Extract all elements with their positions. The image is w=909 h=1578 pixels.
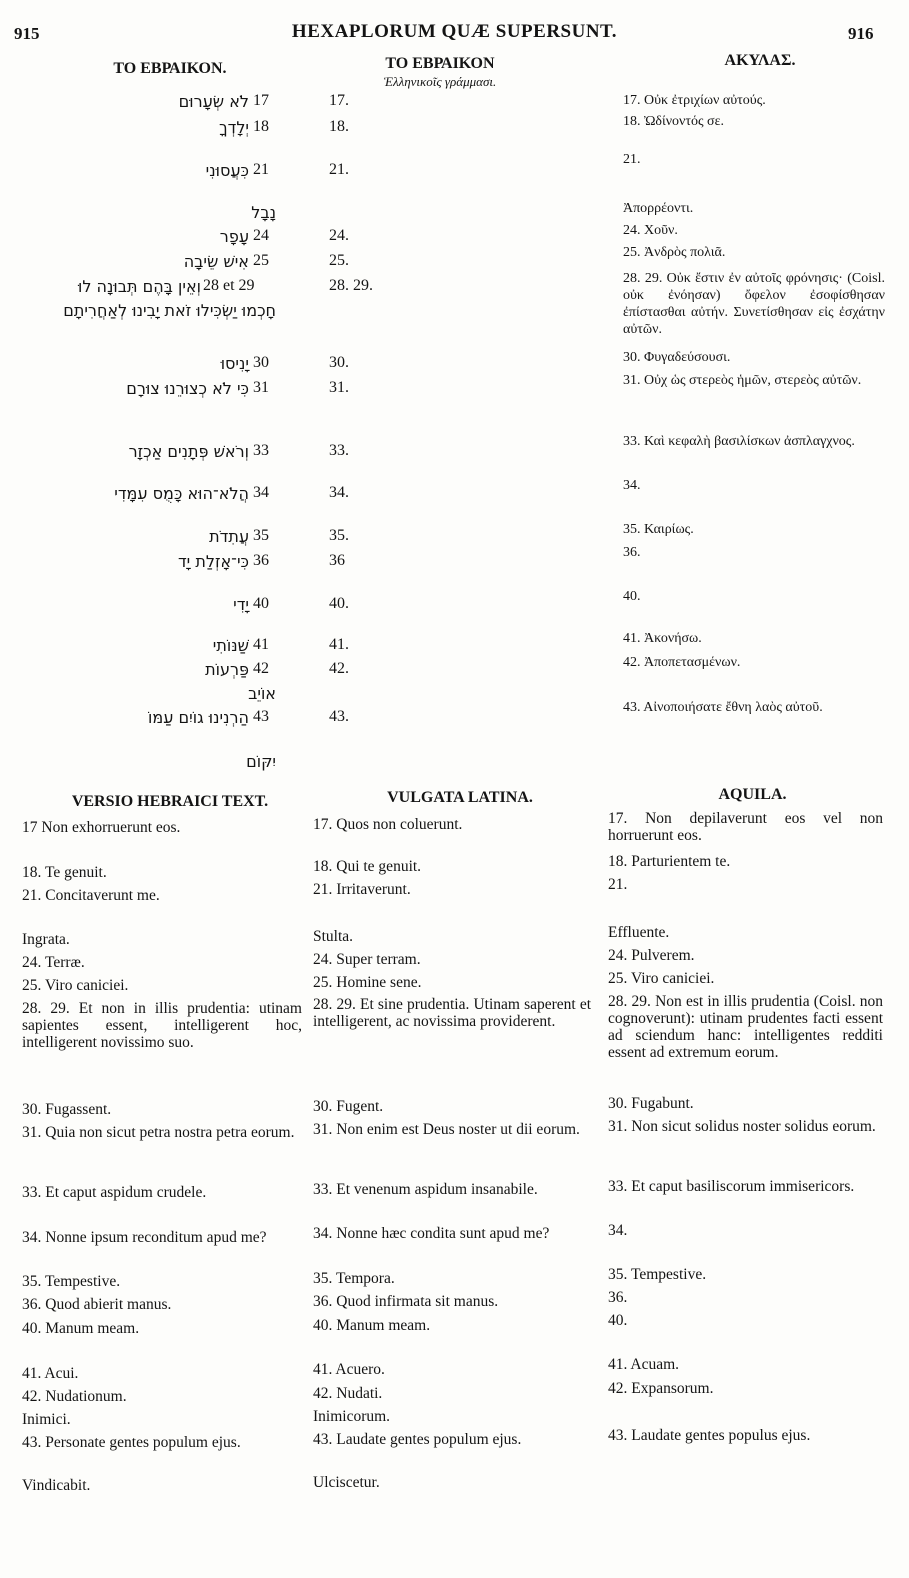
aquila-greek-entry: 35. Καιρίως. <box>623 522 694 537</box>
vulgata-entry: Ulciscetur. <box>313 1474 380 1491</box>
vulgata-entry: 42. Nudati. <box>313 1385 383 1402</box>
transliteration-line: 40. <box>329 595 349 612</box>
hebrew-line: כִּי לֹא כְצוּרֵנוּ צוּרָם <box>126 379 249 398</box>
hebrew-line: הַרְנִינוּ גוֹיִם עַמּוֹ <box>148 708 249 727</box>
aquila-greek-entry: 18. Ὠδίνοντός σε. <box>623 114 724 129</box>
versio-entry: 40. Manum meam. <box>22 1320 140 1337</box>
transliteration-line: 18. <box>329 118 349 135</box>
versio-entry: 18. Te genuit. <box>22 864 107 881</box>
versio-entry: 41. Acui. <box>22 1365 79 1382</box>
versio-entry: 33. Et caput aspidum crudele. <box>22 1184 207 1201</box>
aquila-greek-entry: 25. Ἀνδρὸς πολιᾶ. <box>623 245 726 260</box>
hebrew-line: יָנִיסוּ <box>220 354 249 373</box>
hebrew-line: יָדִי <box>233 595 249 614</box>
versio-entry: 21. Concitaverunt me. <box>22 887 160 904</box>
aquila-latin-entry: Effluente. <box>608 924 670 941</box>
heading-transliteration-sub: Ἑλληνικοῖς γράμμασι. <box>383 74 497 89</box>
hebrew-verse-number: 21 <box>253 161 269 178</box>
vulgata-entry: 34. Nonne hæc condita sunt apud me? <box>313 1225 550 1242</box>
hebrew-verse-number: 34 <box>253 484 269 501</box>
versio-entry: 34. Nonne ipsum reconditum apud me? <box>22 1229 267 1246</box>
running-title: HEXAPLORUM QUÆ SUPERSUNT. <box>291 21 618 42</box>
aquila-latin-entry: 42. Expansorum. <box>608 1380 714 1397</box>
aquila-latin-entry: 41. Acuam. <box>608 1356 680 1373</box>
vulgata-entry: 31. Non enim est Deus noster ut dii eorum. <box>313 1121 580 1138</box>
versio-entry: 25. Viro caniciei. <box>22 977 129 994</box>
hebrew-verse-number: 36 <box>253 552 269 569</box>
versio-entry: 30. Fugassent. <box>22 1101 112 1118</box>
aquila-greek-entry: 41. Ἀκονήσω. <box>623 631 702 646</box>
hebrew-line: עֲתִדֹת <box>209 527 249 546</box>
hebrew-line: הֲלֹא־הוּא כָּמֻס עִמָּדִי <box>114 484 249 503</box>
vulgata-entry: 41. Acuero. <box>313 1361 385 1378</box>
hebrew-line: וְרֹאשׁ פְּתָנִים אַכְזָר <box>128 442 249 461</box>
versio-entry: 24. Terræ. <box>22 954 85 971</box>
vulgata-entry: 18. Qui te genuit. <box>313 858 422 875</box>
aquila-greek-entry: 24. Χοῦν. <box>623 223 678 238</box>
transliteration-line: 41. <box>329 636 349 653</box>
transliteration-line: 43. <box>329 708 349 725</box>
hebrew-line: כִּעֲסוּנִי <box>205 161 249 180</box>
transliteration-line: 25. <box>329 252 349 269</box>
versio-entry: 28. 29. Et non in illis prudentia: utinam sapientes essent, intelligerent hoc, intelligerent novissimo suo. <box>22 1000 302 1051</box>
aquila-greek-entry: 36. <box>623 545 641 560</box>
transliteration-line: 17. <box>329 92 349 109</box>
aquila-latin-entry: 40. <box>608 1312 628 1329</box>
page-number-right: 916 <box>848 24 874 43</box>
versio-entry: Vindicabit. <box>22 1477 91 1494</box>
transliteration-line: 33. <box>329 442 349 459</box>
aquila-latin-entry: 25. Viro caniciei. <box>608 970 715 987</box>
vulgata-entry: 40. Manum meam. <box>313 1317 431 1334</box>
vulgata-entry: 30. Fugent. <box>313 1098 384 1115</box>
vulgata-entry: 17. Quos non coluerunt. <box>313 816 463 833</box>
vulgata-entry: 21. Irritaverunt. <box>313 881 411 898</box>
vulgata-entry: 33. Et venenum aspidum insanabile. <box>313 1181 538 1198</box>
hebrew-verse-number: 31 <box>253 379 269 396</box>
transliteration-line: 34. <box>329 484 349 501</box>
hebrew-line: אוֹיֵב <box>248 684 276 703</box>
vulgata-entry: 24. Super terram. <box>313 951 421 968</box>
vulgata-entry: 35. Tempora. <box>313 1270 395 1287</box>
heading-vulgata: VULGATA LATINA. <box>387 789 533 806</box>
hebrew-line: שַׁנּוֹתִי <box>212 636 249 655</box>
versio-entry: 42. Nudationum. <box>22 1388 127 1405</box>
aquila-latin-entry: 30. Fugabunt. <box>608 1095 694 1112</box>
hebrew-verse-number: 43 <box>253 708 269 725</box>
vulgata-entry: 43. Laudate gentes populum ejus. <box>313 1431 522 1448</box>
hebrew-verse-number: 30 <box>253 354 269 371</box>
transliteration-line: 35. <box>329 527 349 544</box>
aquila-latin-entry: 34. <box>608 1222 628 1239</box>
hebrew-verse-number: 28 et 29 <box>203 277 255 294</box>
hebrew-verse-number: 41 <box>253 636 269 653</box>
hebrew-line: יִקּוֹם <box>246 752 276 771</box>
aquila-latin-entry: 43. Laudate gentes populus ejus. <box>608 1427 811 1444</box>
aquila-latin-entry: 33. Et caput basiliscorum immisericors. <box>608 1178 855 1195</box>
vulgata-entry: 36. Quod infirmata sit manus. <box>313 1293 499 1310</box>
hebrew-verse-number: 40 <box>253 595 269 612</box>
versio-entry: 17 Non exhorruerunt eos. <box>22 819 181 836</box>
hebrew-verse-number: 17 <box>253 92 269 109</box>
aquila-greek-entry: 43. Αἰνοποιήσατε ἔθνη λαὸς αὐτοῦ. <box>623 700 823 715</box>
aquila-latin-entry: 24. Pulverem. <box>608 947 695 964</box>
transliteration-line: 42. <box>329 660 349 677</box>
heading-versio: VERSIO HEBRAICI TEXT. <box>71 793 269 810</box>
hebrew-line: חָכְמוּ יַשְׂכִּילוּ זֹאת יָבִינוּ לְאַחֲרִיתָם <box>63 301 276 320</box>
aquila-greek-entry: 33. Καὶ κεφαλὴ βασιλίσκων ἀσπλαγχνος. <box>623 434 855 449</box>
aquila-latin-entry: 17. Non depilaverunt eos vel non horruerunt eos. <box>608 810 883 844</box>
page-number-left: 915 <box>14 24 40 43</box>
versio-entry: 36. Quod abierit manus. <box>22 1296 172 1313</box>
aquila-greek-entry: 42. Ἀποπετασμένων. <box>623 655 741 670</box>
heading-transliteration: ΤΟ ΕΒΡΑΙΚΟΝ <box>385 55 495 72</box>
hebrew-line: וְאֵין בָּהֶם תְּבוּנָה לוּ <box>77 277 201 296</box>
hebrew-line: לֹא שְׂעָרוּם <box>178 92 249 111</box>
transliteration-line: 21. <box>329 161 349 178</box>
heading-hebrew: ΤΟ ΕΒΡΑΙΚΟΝ. <box>113 60 227 77</box>
versio-entry: 31. Quia non sicut petra nostra petra eorum. <box>22 1124 295 1141</box>
hebrew-line: עָפָר <box>219 227 249 246</box>
hebrew-line: יְלָדְךָ <box>219 118 249 137</box>
aquila-greek-entry: Ἀπορρέοντι. <box>623 201 694 216</box>
aquila-greek-entry: 17. Οὐκ ἐτριχίων αὐτούς. <box>623 93 766 108</box>
aquila-latin-entry: 31. Non sicut solidus noster solidus eorum. <box>608 1118 876 1135</box>
aquila-greek-entry: 30. Φυγαδεύσουσι. <box>623 350 731 365</box>
aquila-latin-entry: 18. Parturientem te. <box>608 853 731 870</box>
aquila-greek-entry: 28. 29. Οὐκ ἔστιν ἐν αὐτοῖς φρόνησις· (Coisl. οὐκ ἐνόησαν) ὄφελον ἐσοφίσθησαν ἐπίστασθαι αὐτήν. Συνετίσθησαν εἰς ἐσχάτην αὐτῶν. <box>623 271 885 337</box>
vulgata-entry: 28. 29. Et sine prudentia. Utinam saperent et intelligerent, ac novissima providerent. <box>313 996 591 1030</box>
hebrew-verse-number: 35 <box>253 527 269 544</box>
hebrew-verse-number: 33 <box>253 442 269 459</box>
vulgata-entry: Inimicorum. <box>313 1408 391 1425</box>
hebrew-verse-number: 24 <box>253 227 269 244</box>
versio-entry: 35. Tempestive. <box>22 1273 121 1290</box>
transliteration-line: 30. <box>329 354 349 371</box>
hebrew-line: פַּרְעוֹת <box>205 660 249 679</box>
transliteration-line: 28. 29. <box>329 277 373 294</box>
aquila-latin-entry: 28. 29. Non est in illis prudentia (Coisl. non cognoverunt): utinam prudentes facti essent ad sciendum hanc: intelligentes redditi essent ad extremum eorum. <box>608 993 883 1061</box>
versio-entry: 43. Personate gentes populum ejus. <box>22 1434 241 1451</box>
aquila-greek-entry: 31. Οὐχ ὡς στερεὸς ἡμῶν, στερεὸς αὐτῶν. <box>623 373 862 388</box>
hebrew-line: נָבָל <box>251 203 276 222</box>
aquila-greek-entry: 34. <box>623 478 641 493</box>
versio-entry: Ingrata. <box>22 931 70 948</box>
transliteration-line: 31. <box>329 379 349 396</box>
versio-entry: Inimici. <box>22 1411 71 1428</box>
aquila-latin-entry: 21. <box>608 876 628 893</box>
aquila-latin-entry: 36. <box>608 1289 628 1306</box>
hebrew-verse-number: 25 <box>253 252 269 269</box>
hebrew-verse-number: 42 <box>253 660 269 677</box>
hebrew-line: כִּי־אָזְלַת יָד <box>177 552 249 571</box>
aquila-greek-entry: 40. <box>623 589 641 604</box>
transliteration-line: 24. <box>329 227 349 244</box>
vulgata-entry: Stulta. <box>313 928 354 945</box>
aquila-latin-entry: 35. Tempestive. <box>608 1266 707 1283</box>
aquila-greek-entry: 21. <box>623 152 641 167</box>
heading-aquila-latin: AQUILA. <box>718 786 787 803</box>
transliteration-line: 36 <box>329 552 345 569</box>
hebrew-line: אִישׁ שֵׂיבָה <box>183 252 249 271</box>
vulgata-entry: 25. Homine sene. <box>313 974 422 991</box>
hebrew-verse-number: 18 <box>253 118 269 135</box>
heading-aquila-greek: ΑΚΥΛΑΣ. <box>724 52 796 69</box>
